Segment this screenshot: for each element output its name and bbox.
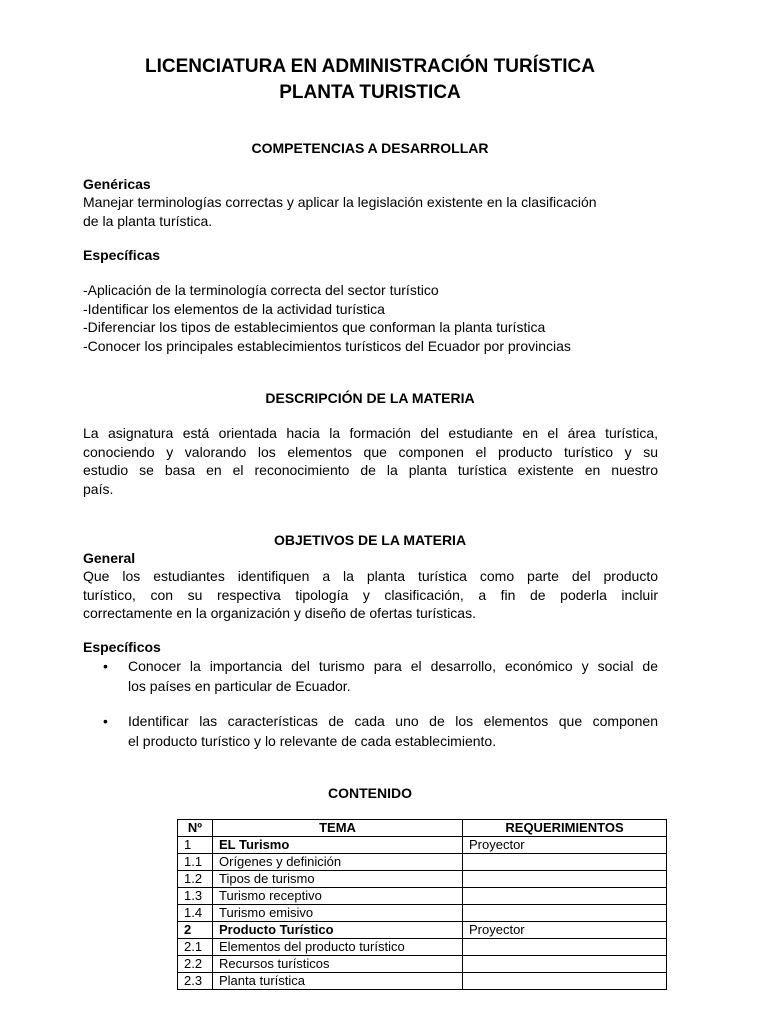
general-line: turístico, con su respectiva tipología y clasificación, a fin de poderla incluir (83, 586, 658, 603)
row-requerimiento (463, 888, 667, 905)
bullet-dot-icon: • (103, 713, 108, 729)
row-tema: Tipos de turismo (213, 871, 463, 888)
row-number: 1.1 (178, 854, 213, 871)
bullet-line: Conocer la importancia del turismo para el desarrollo, económico y social de (128, 658, 658, 674)
especificas-item: -Aplicación de la terminología correcta del sector turístico (83, 282, 439, 298)
row-requerimiento (463, 939, 667, 956)
objetivos-heading: OBJETIVOS DE LA MATERIA (273, 532, 467, 548)
row-number: 2.3 (178, 973, 213, 990)
general-line: correctamente en la organización y diseño de ofertas turísticas. (83, 605, 476, 621)
contenido-table (177, 819, 667, 990)
row-number: 2.2 (178, 956, 213, 973)
row-number: 2.1 (178, 939, 213, 956)
row-requerimiento: Proyector (463, 922, 667, 939)
row-requerimiento (463, 973, 667, 990)
title-line-1: LICENCIATURA EN ADMINISTRACIÓN TURÍSTICA (145, 56, 595, 77)
row-tema: Orígenes y definición (213, 854, 463, 871)
descripcion-line: conociendo y valorando los elementos que componen el producto turístico y su (83, 443, 658, 460)
competencias-heading: COMPETENCIAS A DESARROLLAR (251, 140, 489, 156)
bullet-dot-icon: • (103, 658, 108, 674)
document-title (0, 54, 740, 106)
row-requerimiento (463, 871, 667, 888)
column-header: REQUERIMIENTOS (463, 820, 667, 837)
especificas-list (83, 281, 658, 355)
row-tema: Recursos turísticos (213, 956, 463, 973)
row-number: 1.4 (178, 905, 213, 922)
genericas-text (83, 193, 658, 230)
row-tema: Turismo receptivo (213, 888, 463, 905)
table-row (178, 837, 667, 854)
especificas-item: -Diferenciar los tipos de establecimientos que conforman la planta turística (83, 319, 546, 335)
row-tema: Producto Turístico (213, 922, 463, 939)
especificas-item: -Identificar los elementos de la actividad turística (83, 300, 385, 317)
table-row (178, 888, 667, 905)
table-header-row (178, 820, 667, 837)
row-tema: Elementos del producto turístico (213, 939, 463, 956)
bullet-line: el producto turístico y lo relevante de cada establecimiento. (128, 733, 497, 749)
table-row (178, 922, 667, 939)
row-tema: Turismo emisivo (213, 905, 463, 922)
row-requerimiento (463, 956, 667, 973)
general-label: General (83, 550, 136, 566)
title-line-2: PLANTA TURISTICA (279, 82, 461, 103)
contenido-heading: CONTENIDO (328, 785, 412, 801)
row-number: 1.2 (178, 871, 213, 888)
row-number: 1 (178, 837, 213, 854)
genericas-label: Genéricas (83, 176, 151, 192)
table-row (178, 939, 667, 956)
especificas-label: Específicas (83, 247, 161, 263)
table-row (178, 871, 667, 888)
bullet-line: Identificar las características de cada uno de los elementos que componen (128, 713, 658, 729)
descripcion-line: país. (83, 480, 114, 497)
table-row (178, 905, 667, 922)
genericas-line: de la planta turística. (83, 212, 213, 229)
table-row (178, 854, 667, 871)
column-header: TEMA (213, 820, 463, 837)
row-requerimiento (463, 905, 667, 922)
row-number: 1.3 (178, 888, 213, 905)
descripcion-line: La asignatura está orientada hacia la formación del estudiante en el área turística, (83, 425, 658, 441)
column-header: Nº (178, 820, 213, 837)
row-requerimiento: Proyector (463, 837, 667, 854)
especificos-label: Específicos (83, 639, 161, 655)
bullet-line: los países en particular de Ecuador. (128, 678, 351, 694)
general-text (83, 567, 658, 623)
table-row (178, 973, 667, 990)
general-line: Que los estudiantes identifiquen a la planta turística como parte del producto (83, 568, 658, 584)
descripcion-text (83, 424, 658, 498)
descripcion-heading: DESCRIPCIÓN DE LA MATERIA (265, 390, 475, 406)
especificas-item: -Conocer los principales establecimientos turísticos del Ecuador por provincias (83, 337, 571, 354)
row-requerimiento (463, 854, 667, 871)
row-tema: EL Turismo (213, 837, 463, 854)
descripcion-line: estudio se basa en el reconocimiento de la planta turística existente en nuestro (83, 462, 658, 478)
row-tema: Planta turística (213, 973, 463, 990)
table-row (178, 956, 667, 973)
genericas-line: Manejar terminologías correctas y aplicar la legislación existente en la clasificación (83, 194, 597, 210)
row-number: 2 (178, 922, 213, 939)
